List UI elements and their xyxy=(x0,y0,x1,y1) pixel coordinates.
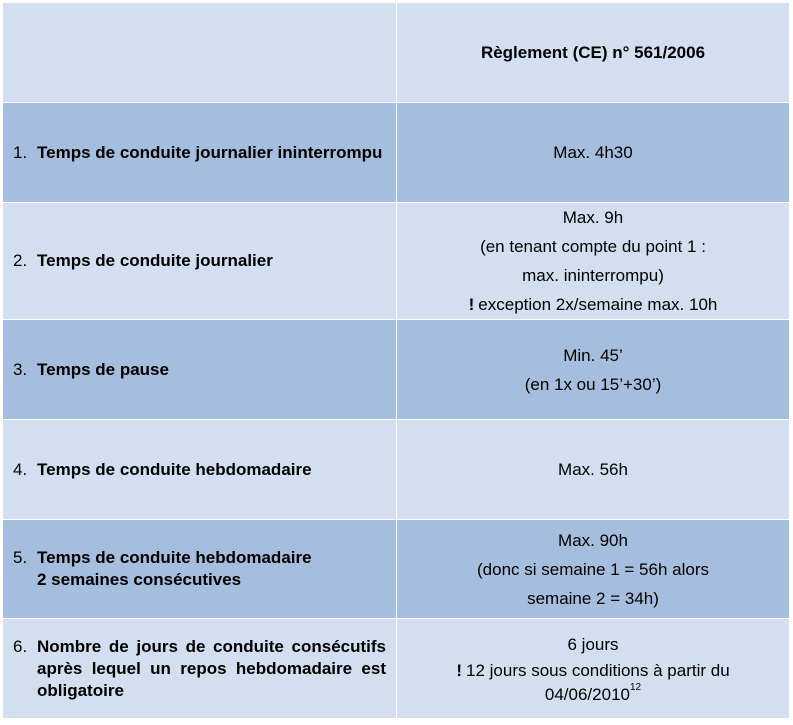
row-label-cell xyxy=(3,103,397,203)
row-value: (en 1x ou 15’+30’) xyxy=(524,374,662,394)
row-number: 1. xyxy=(13,142,28,162)
row-label: Temps de conduite journalier ininterrompu xyxy=(37,142,383,162)
header-regulation-cell xyxy=(397,3,790,103)
row-label-line: 2 semaines consécutives xyxy=(37,570,242,589)
row-label-cell xyxy=(3,203,397,320)
row-value: Max. 56h xyxy=(558,460,628,479)
table-header-row xyxy=(3,3,790,103)
row-warning xyxy=(397,290,789,319)
row-label-cell xyxy=(3,520,397,619)
row-label-line: Temps de conduite hebdomadaire xyxy=(37,548,312,567)
row-number: 6. xyxy=(13,636,28,656)
header-empty-cell xyxy=(3,3,397,103)
regulation-table xyxy=(2,2,790,719)
warning-text: exception 2x/semaine max. 10h xyxy=(478,295,718,314)
row-label: Temps de conduite journalier xyxy=(37,251,273,270)
row-value-cell xyxy=(397,103,790,203)
table-row xyxy=(3,103,790,203)
row-value: Max. 90h xyxy=(558,530,628,550)
table-row xyxy=(3,320,790,420)
table-row xyxy=(3,619,790,719)
row-value: semaine 2 = 34h) xyxy=(527,588,659,608)
row-value-cell xyxy=(397,420,790,520)
footnote-ref: 12 xyxy=(629,682,642,694)
row-value: Min. 45’ xyxy=(563,345,623,365)
row-label: Nombre de jours de conduite consécutifs après lequel un repos hebdomadaire est obligatoire xyxy=(37,636,386,700)
table-row xyxy=(3,203,790,320)
row-label-cell xyxy=(3,420,397,520)
row-value: max. ininterrompu) xyxy=(522,266,664,285)
table-row xyxy=(3,520,790,619)
row-warning xyxy=(397,659,789,683)
warning-mark: ! xyxy=(456,661,462,680)
row-label: Temps de pause xyxy=(37,359,169,379)
row-number: 4. xyxy=(13,459,28,479)
row-label-cell xyxy=(3,619,397,719)
warning-mark: ! xyxy=(468,295,475,314)
row-value: Max. 9h xyxy=(562,208,624,227)
warning-text: 12 jours sous conditions à partir du xyxy=(466,661,730,680)
row-value: 6 jours xyxy=(567,635,619,654)
row-value: (donc si semaine 1 = 56h alors xyxy=(477,559,709,579)
table-row xyxy=(3,420,790,520)
warning-date: 04/06/2010 xyxy=(544,685,630,704)
row-number: 3. xyxy=(13,359,28,379)
row-label: Temps de conduite hebdomadaire xyxy=(37,459,312,479)
row-label-cell xyxy=(3,320,397,420)
row-number: 2. xyxy=(13,251,28,270)
row-value: (en tenant compte du point 1 : xyxy=(480,237,706,256)
row-value-cell xyxy=(397,203,790,320)
row-value-cell xyxy=(397,520,790,619)
row-warning-date xyxy=(397,683,789,707)
row-value: Max. 4h30 xyxy=(553,143,633,162)
regulation-title: Règlement (CE) n° 561/2006 xyxy=(480,43,706,62)
row-number: 5. xyxy=(13,548,28,567)
row-value-cell xyxy=(397,320,790,420)
row-value-cell xyxy=(397,619,790,719)
row-label xyxy=(37,547,386,591)
